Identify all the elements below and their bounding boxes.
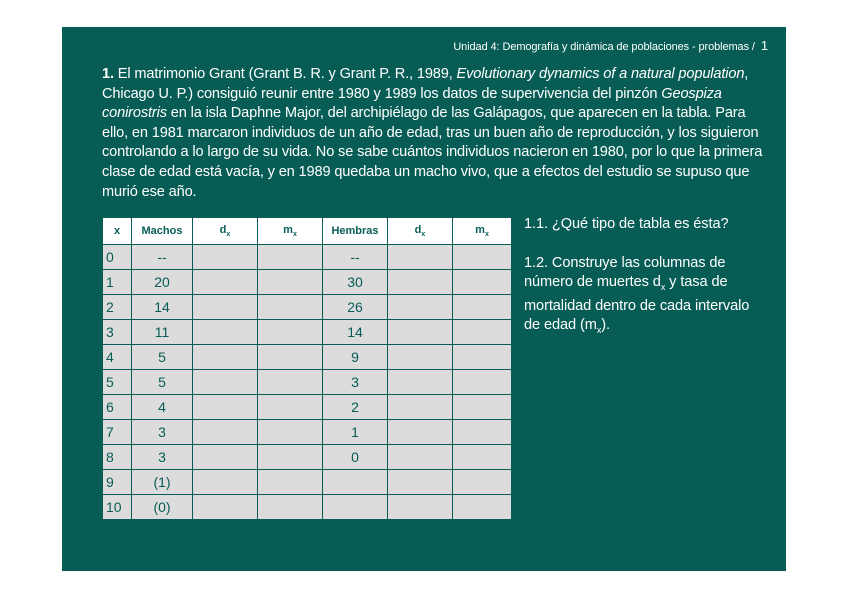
question-1: 1.1. ¿Qué tipo de tabla es ésta? (524, 216, 729, 232)
cell-dx-machos (193, 445, 258, 470)
header-hembras: Hembras (323, 218, 388, 245)
cell-mx-machos (258, 470, 323, 495)
table-row (103, 495, 512, 520)
cell-mx-machos (258, 245, 323, 270)
cell-mx-hembras (453, 395, 512, 420)
header-mx-machos: $m_x$ (258, 218, 323, 245)
cell-dx-hembras (388, 295, 453, 320)
cell-dx-hembras (388, 370, 453, 395)
cell-dx-machos (193, 370, 258, 395)
cell-mx-machos (258, 270, 323, 295)
question-2: 1.2. Construye las columnas de número de muertes $d_x$ y tasa de mortalidad dentro de cada intervalo de edad $(m_x)$. (524, 255, 750, 335)
cell-mx-hembras (453, 445, 512, 470)
cell-dx-hembras (388, 345, 453, 370)
cell-hembras: 1 (323, 420, 388, 445)
cell-mx-hembras (453, 420, 512, 445)
cell-machos: 4 (132, 395, 193, 420)
cell-machos: 11 (132, 320, 193, 345)
cell-mx-hembras (453, 470, 512, 495)
cell-dx-hembras (388, 245, 453, 270)
cell-x: 3 (103, 320, 132, 345)
cell-mx-hembras (453, 320, 512, 345)
cell-machos: (0) (132, 495, 193, 520)
cell-mx-hembras (453, 270, 512, 295)
cell-dx-machos (193, 420, 258, 445)
table-row (103, 320, 512, 345)
cell-mx-hembras (453, 345, 512, 370)
cell-mx-machos (258, 295, 323, 320)
species-name: Geospiza conirostris (102, 85, 722, 122)
cell-dx-machos (193, 295, 258, 320)
header-x: x (103, 218, 132, 245)
cell-x: 6 (103, 395, 132, 420)
cell-hembras: 14 (323, 320, 388, 345)
cell-mx-machos (258, 420, 323, 445)
cell-dx-hembras (388, 395, 453, 420)
cell-machos: 3 (132, 420, 193, 445)
problem-number: 1. (102, 66, 114, 82)
cell-mx-machos (258, 395, 323, 420)
header-mx-hembras: $m_x$ (453, 218, 512, 245)
cell-mx-machos (258, 495, 323, 520)
table-row (103, 470, 512, 495)
slide (62, 27, 786, 571)
cell-mx-hembras (453, 495, 512, 520)
cell-x: 1 (103, 270, 132, 295)
cell-dx-machos (193, 270, 258, 295)
cell-x: 10 (103, 495, 132, 520)
table-row (103, 245, 512, 270)
cell-hembras: 26 (323, 295, 388, 320)
questions (524, 215, 769, 360)
cell-hembras (323, 495, 388, 520)
cell-dx-hembras (388, 470, 453, 495)
cell-x: 8 (103, 445, 132, 470)
cell-dx-hembras (388, 420, 453, 445)
cell-machos: 3 (132, 445, 193, 470)
table-body (103, 245, 512, 520)
table-row (103, 270, 512, 295)
survival-table (102, 217, 512, 520)
cell-machos: 14 (132, 295, 193, 320)
cell-dx-hembras (388, 270, 453, 295)
problem-statement (102, 65, 764, 202)
cell-mx-machos (258, 345, 323, 370)
header-dx-hembras: $d_x$ (388, 218, 453, 245)
cell-mx-hembras (453, 370, 512, 395)
table-header-row (103, 218, 512, 245)
cell-dx-hembras (388, 320, 453, 345)
cell-mx-machos (258, 445, 323, 470)
cell-dx-machos (193, 345, 258, 370)
cell-mx-machos (258, 320, 323, 345)
page-number: 1 (760, 38, 768, 53)
cell-hembras: 9 (323, 345, 388, 370)
cell-hembras: 2 (323, 395, 388, 420)
table-row (103, 295, 512, 320)
slide-header (453, 38, 768, 53)
table-row (103, 420, 512, 445)
cell-hembras: 0 (323, 445, 388, 470)
cell-mx-hembras (453, 295, 512, 320)
cell-mx-machos (258, 370, 323, 395)
cell-hembras: -- (323, 245, 388, 270)
cell-dx-hembras (388, 445, 453, 470)
cell-dx-machos (193, 495, 258, 520)
cell-x: 7 (103, 420, 132, 445)
cell-dx-machos (193, 245, 258, 270)
table-row (103, 395, 512, 420)
header-machos: Machos (132, 218, 193, 245)
cell-hembras (323, 470, 388, 495)
cell-dx-hembras (388, 495, 453, 520)
unit-title: Unidad 4: Demografía y dinámica de poblaciones - problemas / (453, 41, 755, 53)
table-row (103, 370, 512, 395)
book-title: Evolutionary dynamics of a natural population (456, 66, 745, 82)
problem-text-1: El matrimonio Grant (Grant B. R. y Grant P. R., 1989, (113, 66, 457, 82)
cell-dx-machos (193, 470, 258, 495)
cell-machos: (1) (132, 470, 193, 495)
problem-text-2: , Chicago U. P.) consiguió reunir entre 1980 y 1989 los datos de supervivencia del pinzón (102, 66, 749, 102)
cell-machos: 20 (132, 270, 193, 295)
cell-machos: -- (132, 245, 193, 270)
cell-x: 0 (103, 245, 132, 270)
cell-hembras: 3 (323, 370, 388, 395)
cell-mx-hembras (453, 245, 512, 270)
cell-dx-machos (193, 320, 258, 345)
table-row (103, 345, 512, 370)
cell-x: 5 (103, 370, 132, 395)
cell-hembras: 30 (323, 270, 388, 295)
cell-x: 9 (103, 470, 132, 495)
cell-x: 4 (103, 345, 132, 370)
cell-machos: 5 (132, 370, 193, 395)
table-row (103, 445, 512, 470)
header-dx-machos: $d_x$ (193, 218, 258, 245)
cell-x: 2 (103, 295, 132, 320)
cell-dx-machos (193, 395, 258, 420)
problem-text-3: en la isla Daphne Major, del archipiélago de las Galápagos, que aparecen en la tabla. Para ello, en 1981 marcaron individuos de un año de edad, tras un buen año de reproducción, y los siguieron controlando a lo largo de su vida. No se sabe cuántos individuos nacieron en 1980, por lo que la primera clase de edad está vacía, y en 1989 quedaba un macho vivo, que a efectos del estudio se supuso que murió ese año. (102, 105, 763, 200)
cell-machos: 5 (132, 345, 193, 370)
